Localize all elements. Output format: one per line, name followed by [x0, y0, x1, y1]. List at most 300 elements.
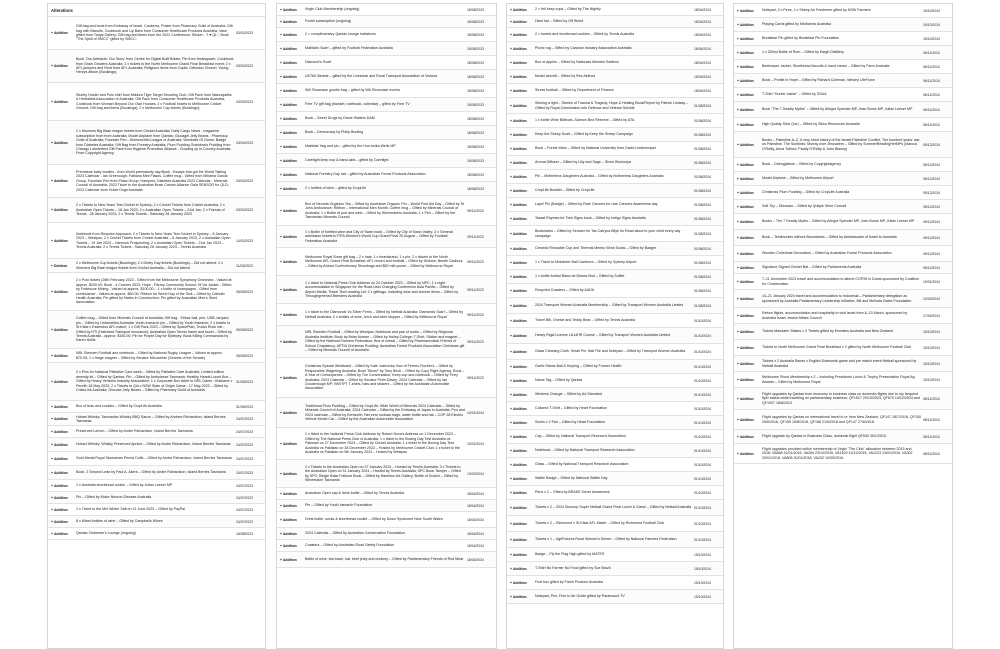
row-description: T-Shirt "Hunter Inside" – Gifted by SSAA	[762, 92, 827, 97]
expand-plus-icon[interactable]: +	[280, 158, 282, 163]
expand-plus-icon[interactable]: +	[51, 238, 53, 243]
expand-plus-icon[interactable]: +	[737, 190, 739, 195]
table-row[interactable]	[48, 401, 265, 413]
expand-plus-icon[interactable]: +	[737, 417, 739, 422]
expand-plus-icon[interactable]: +	[510, 349, 512, 354]
table-row[interactable]	[507, 70, 723, 84]
expand-plus-icon[interactable]: +	[510, 231, 512, 236]
expand-plus-icon[interactable]: +	[737, 204, 739, 209]
expand-plus-icon[interactable]: +	[510, 74, 512, 79]
table-row[interactable]	[734, 214, 952, 230]
table-row[interactable]	[48, 198, 265, 223]
row-type-label: Addition	[512, 318, 527, 323]
expand-plus-icon[interactable]: +	[510, 333, 512, 338]
table-row[interactable]	[507, 328, 723, 344]
expand-plus-icon[interactable]: +	[510, 580, 512, 585]
row-description: 2 x Womens Big Bash league tickets from Cricket Australia; Daily Cargo News - magazine subscription from from Australia; Model Airplane from Qantas; Glucagel Jelly Beans - Pharmacy Guild of Australia; Fountain Pen - Womenchild League of Australia; Wombats Of Gorse; Badge from Diabetes Australia; Gift Bag from Forestry Australia; Plum Pudding Grandma's Pudding from Chicago Lobsterfest Gift Pack from Hygiene Promotion Alliance - Growing up in Country Australia - From Copyright Agency;	[76, 129, 233, 156]
expand-plus-icon[interactable]: +	[510, 537, 512, 542]
expand-plus-icon[interactable]: +	[737, 296, 739, 301]
table-row[interactable]	[277, 398, 496, 428]
table-row[interactable]	[734, 158, 952, 172]
expand-plus-icon[interactable]: +	[510, 476, 512, 481]
table-row[interactable]	[277, 4, 496, 16]
table-row[interactable]	[277, 488, 496, 500]
table-row[interactable]	[48, 492, 265, 504]
table-row[interactable]	[507, 402, 723, 416]
table-row[interactable]	[734, 356, 952, 372]
table-row[interactable]	[48, 17, 265, 50]
table-row[interactable]	[507, 256, 723, 270]
table-row[interactable]	[734, 340, 952, 356]
table-row[interactable]	[48, 259, 265, 273]
expand-plus-icon[interactable]: +	[280, 503, 282, 508]
table-row[interactable]	[734, 324, 952, 340]
table-row[interactable]	[507, 56, 723, 70]
row-description: Travel Bib, Onesie and Teddy Bear – Gifted by Tennis Australia	[535, 318, 636, 323]
expand-plus-icon[interactable]: +	[280, 186, 282, 191]
table-row[interactable]	[507, 142, 723, 156]
expand-plus-icon[interactable]: +	[510, 318, 512, 323]
table-row[interactable]	[734, 88, 952, 102]
expand-plus-icon[interactable]: +	[510, 88, 512, 93]
table-row[interactable]	[507, 576, 723, 590]
expand-plus-icon[interactable]: +	[51, 531, 53, 536]
table-row[interactable]	[507, 128, 723, 142]
table-row[interactable]	[734, 230, 952, 246]
expand-plus-icon[interactable]: +	[510, 378, 512, 383]
expand-plus-icon[interactable]: +	[510, 260, 512, 265]
row-type-label: Addition	[282, 88, 297, 93]
table-row[interactable]	[48, 504, 265, 516]
table-row[interactable]	[507, 388, 723, 402]
row-type	[507, 477, 533, 481]
table-row[interactable]	[48, 223, 265, 259]
table-row[interactable]	[277, 182, 496, 196]
expand-plus-icon[interactable]: +	[510, 146, 512, 151]
row-description: Australian Open cap & drink bottle – Gifted by Tennis Australia	[305, 491, 405, 496]
table-row[interactable]	[734, 274, 952, 290]
table-row[interactable]	[507, 114, 723, 128]
row-date: 05/12/2024	[923, 219, 940, 224]
table-row[interactable]	[277, 16, 496, 28]
expand-plus-icon[interactable]: +	[510, 32, 512, 37]
expand-plus-icon[interactable]: +	[737, 235, 739, 240]
row-description: Heavy Rigid Licence 1A14HR Course – Gifted by Transport Women Australia Limited	[535, 333, 671, 338]
table-row[interactable]	[277, 112, 496, 126]
expand-plus-icon[interactable]: +	[510, 392, 512, 397]
table-row[interactable]	[48, 426, 265, 438]
expand-plus-icon[interactable]: +	[510, 216, 512, 221]
column-3	[506, 3, 724, 649]
table-row[interactable]	[507, 42, 723, 56]
table-row[interactable]	[277, 168, 496, 182]
expand-plus-icon[interactable]: +	[510, 594, 512, 599]
expand-plus-icon[interactable]: +	[737, 176, 739, 181]
expand-plus-icon[interactable]: +	[510, 188, 512, 193]
expand-plus-icon[interactable]: +	[737, 162, 739, 167]
row-description: Beekeeper Jacket, Shortbread biscuits & hand cream – Gifted by Farm Australia	[762, 64, 890, 69]
table-row[interactable]	[277, 70, 496, 84]
expand-plus-icon[interactable]: +	[51, 179, 53, 183]
row-type-label: Addition	[53, 417, 68, 421]
expand-plus-icon[interactable]: +	[510, 60, 512, 65]
row-type	[48, 208, 74, 212]
table-row[interactable]	[734, 4, 952, 18]
expand-plus-icon[interactable]: +	[510, 19, 512, 24]
expand-plus-icon[interactable]: +	[280, 7, 282, 12]
expand-plus-icon[interactable]: +	[51, 429, 53, 434]
row-description: Matilda's Scarf – gifted by Football Federation Australia	[305, 46, 393, 51]
table-row[interactable]	[277, 528, 496, 540]
expand-plus-icon[interactable]: +	[510, 566, 512, 571]
table-row[interactable]	[48, 480, 265, 492]
table-row[interactable]	[507, 548, 723, 562]
row-description: Glass – Gifted by National Transport Research Association	[535, 462, 629, 467]
table-row[interactable]	[48, 121, 265, 165]
expand-plus-icon[interactable]: +	[51, 263, 53, 268]
row-description: Picnic rug – Gifted by Caravan Industry Association Australia	[535, 46, 632, 51]
row-date: 24/07/2023	[236, 483, 253, 488]
expand-plus-icon[interactable]: +	[510, 448, 512, 453]
row-description: Shining a light – Stories of Trauma & Tragedy, Hope & Healing Book/Report by Patrick Lindsay – Gifted by Royal Commission into Defence and Veteran Suicide	[535, 101, 689, 110]
table-row[interactable]	[507, 84, 723, 98]
expand-plus-icon[interactable]: +	[737, 265, 739, 270]
table-row[interactable]	[507, 198, 723, 212]
expand-plus-icon[interactable]: +	[280, 339, 282, 344]
expand-plus-icon[interactable]: +	[510, 174, 512, 179]
row-type-label: Addition	[282, 172, 297, 177]
table-row[interactable]	[507, 562, 723, 576]
expand-plus-icon[interactable]: +	[737, 361, 739, 366]
table-row[interactable]	[507, 416, 723, 430]
table-row[interactable]	[48, 50, 265, 83]
expand-plus-icon[interactable]: +	[510, 118, 512, 123]
table-row[interactable]	[507, 284, 723, 298]
table-row[interactable]	[277, 512, 496, 528]
expand-plus-icon[interactable]: +	[737, 36, 739, 41]
expand-plus-icon[interactable]: +	[737, 92, 739, 97]
expand-plus-icon[interactable]: +	[280, 32, 282, 37]
expand-plus-icon[interactable]: +	[280, 172, 282, 177]
expand-plus-icon[interactable]: +	[280, 144, 282, 149]
expand-plus-icon[interactable]: +	[280, 208, 282, 213]
expand-plus-icon[interactable]: +	[510, 434, 512, 439]
table-row[interactable]	[277, 460, 496, 488]
table-row[interactable]	[507, 226, 723, 242]
expand-plus-icon[interactable]: +	[280, 441, 282, 446]
expand-plus-icon[interactable]: +	[280, 491, 282, 496]
expand-plus-icon[interactable]: +	[280, 116, 282, 121]
expand-plus-icon[interactable]: +	[737, 396, 739, 401]
expand-plus-icon[interactable]: +	[737, 313, 739, 318]
row-type	[507, 20, 533, 24]
expand-plus-icon[interactable]: +	[51, 140, 53, 145]
expand-plus-icon[interactable]: +	[737, 107, 739, 112]
row-description: Garlic Stress Ball & Keyring – Gifted by Former Health	[535, 364, 622, 369]
expand-plus-icon[interactable]: +	[51, 470, 53, 475]
expand-plus-icon[interactable]: +	[51, 208, 53, 212]
table-row[interactable]	[734, 290, 952, 308]
expand-plus-icon[interactable]: +	[510, 505, 512, 510]
table-row[interactable]	[507, 590, 723, 604]
expand-plus-icon[interactable]: +	[280, 74, 282, 79]
row-description: Matildas' flag and pin – gifted by the Hon Anika Wells MP	[305, 144, 396, 149]
table-row[interactable]	[48, 311, 265, 349]
table-row[interactable]	[734, 132, 952, 158]
row-description: Notebook – Gifted by National Transport Research Association	[535, 448, 635, 453]
table-row[interactable]	[48, 273, 265, 311]
table-row[interactable]	[734, 308, 952, 324]
table-row[interactable]	[734, 200, 952, 214]
table-row[interactable]	[734, 18, 952, 32]
table-row[interactable]	[507, 184, 723, 198]
expand-plus-icon[interactable]: +	[280, 312, 282, 317]
table-row[interactable]	[507, 270, 723, 284]
table-row[interactable]	[734, 32, 952, 46]
table-row[interactable]	[48, 349, 265, 363]
table-row[interactable]	[507, 170, 723, 184]
row-date: 08/11/2024	[923, 396, 940, 401]
table-row[interactable]	[277, 552, 496, 568]
table-row[interactable]	[277, 126, 496, 140]
expand-plus-icon[interactable]: +	[280, 88, 282, 93]
row-date: 09/11/2023	[467, 259, 484, 264]
expand-plus-icon[interactable]: +	[280, 471, 282, 476]
expand-plus-icon[interactable]: +	[510, 274, 512, 279]
expand-plus-icon[interactable]: +	[280, 130, 282, 135]
table-row[interactable]	[507, 344, 723, 360]
expand-plus-icon[interactable]: +	[510, 364, 512, 369]
table-row[interactable]	[48, 528, 265, 540]
table-row[interactable]	[277, 154, 496, 168]
row-type-label: Addition	[282, 234, 297, 239]
expand-plus-icon[interactable]: +	[280, 410, 282, 415]
expand-plus-icon[interactable]: +	[737, 451, 739, 456]
expand-plus-icon[interactable]: +	[510, 462, 512, 467]
expand-plus-icon[interactable]: +	[280, 60, 282, 65]
table-row[interactable]	[507, 4, 723, 16]
expand-plus-icon[interactable]: +	[51, 289, 53, 294]
row-type	[507, 261, 533, 265]
table-row[interactable]	[507, 98, 723, 114]
row-type-label: Addition	[53, 31, 68, 35]
table-row[interactable]	[277, 98, 496, 112]
row-type	[48, 443, 74, 447]
table-row[interactable]	[277, 500, 496, 512]
row-type	[277, 442, 303, 446]
expand-plus-icon[interactable]: +	[51, 404, 53, 409]
expand-plus-icon[interactable]: +	[510, 406, 512, 411]
table-row[interactable]	[277, 276, 496, 304]
row-description: Recycled Coasters – Gifted by AADA	[535, 288, 595, 293]
expand-plus-icon[interactable]: +	[280, 543, 282, 548]
expand-plus-icon[interactable]: +	[280, 234, 282, 239]
table-row[interactable]	[48, 438, 265, 452]
row-type-label: Addition	[512, 274, 527, 279]
expand-plus-icon[interactable]: +	[737, 78, 739, 83]
expand-plus-icon[interactable]: +	[737, 377, 739, 382]
expand-plus-icon[interactable]: +	[280, 102, 282, 107]
table-row[interactable]	[507, 500, 723, 516]
table-row[interactable]	[507, 458, 723, 472]
expand-plus-icon[interactable]: +	[510, 132, 512, 137]
table-row[interactable]	[734, 186, 952, 200]
table-row[interactable]	[277, 140, 496, 154]
expand-plus-icon[interactable]: +	[280, 287, 282, 292]
table-row[interactable]	[277, 428, 496, 460]
expand-plus-icon[interactable]: +	[280, 531, 282, 536]
row-date: 01/08/2024	[694, 288, 711, 293]
table-row[interactable]	[507, 430, 723, 444]
table-row[interactable]	[507, 298, 723, 314]
expand-plus-icon[interactable]: +	[737, 434, 739, 439]
table-row[interactable]	[277, 42, 496, 56]
row-type	[277, 260, 303, 264]
expand-plus-icon[interactable]: +	[51, 442, 53, 447]
table-row[interactable]	[277, 248, 496, 276]
expand-plus-icon[interactable]: +	[51, 456, 53, 461]
table-row[interactable]	[507, 532, 723, 548]
table-row[interactable]	[734, 46, 952, 60]
table-row[interactable]	[507, 212, 723, 226]
table-row[interactable]	[507, 360, 723, 374]
expand-plus-icon[interactable]: +	[280, 557, 282, 562]
expand-plus-icon[interactable]: +	[51, 99, 53, 104]
expand-plus-icon[interactable]: +	[737, 219, 739, 224]
table-row[interactable]	[734, 172, 952, 186]
table-row[interactable]	[734, 372, 952, 388]
table-row[interactable]	[277, 326, 496, 358]
expand-plus-icon[interactable]: +	[51, 64, 53, 68]
table-row[interactable]	[277, 84, 496, 98]
row-type	[734, 378, 760, 382]
table-row[interactable]	[734, 60, 952, 74]
expand-plus-icon[interactable]: +	[510, 160, 512, 165]
table-row[interactable]	[507, 486, 723, 500]
expand-plus-icon[interactable]: +	[737, 50, 739, 55]
expand-plus-icon[interactable]: +	[737, 22, 739, 27]
table-row[interactable]	[734, 262, 952, 274]
table-row[interactable]	[277, 304, 496, 326]
row-type	[48, 380, 74, 384]
table-row[interactable]	[48, 466, 265, 480]
expand-plus-icon[interactable]: +	[280, 259, 282, 264]
expand-plus-icon[interactable]: +	[737, 329, 739, 334]
row-description: Wattle Badge – Gifted by National Wattle Day	[535, 476, 608, 481]
table-row[interactable]	[734, 118, 952, 132]
table-row[interactable]	[507, 444, 723, 458]
row-description: Wireless Charger – Gifted by Ad Standard	[535, 392, 602, 397]
table-row[interactable]	[48, 516, 265, 528]
expand-plus-icon[interactable]: +	[737, 142, 739, 147]
expand-plus-icon[interactable]: +	[510, 303, 512, 308]
expand-plus-icon[interactable]: +	[510, 7, 512, 12]
table-row[interactable]	[507, 28, 723, 42]
expand-plus-icon[interactable]: +	[280, 375, 282, 380]
table-row[interactable]	[48, 363, 265, 401]
row-date: 18/08/2023	[467, 130, 484, 135]
table-row[interactable]	[48, 413, 265, 426]
row-description: Tickets x 2 – Richmond v St Kilda AFL Match – Gifted by Richmond Football Club	[535, 521, 665, 526]
table-row[interactable]	[507, 314, 723, 328]
table-row[interactable]	[734, 410, 952, 430]
expand-plus-icon[interactable]: +	[510, 420, 512, 425]
expand-plus-icon[interactable]: +	[510, 202, 512, 207]
expand-plus-icon[interactable]: +	[737, 251, 739, 256]
expand-plus-icon[interactable]: +	[51, 417, 53, 421]
table-row[interactable]	[734, 444, 952, 464]
expand-plus-icon[interactable]: +	[737, 345, 739, 350]
row-description: Gift bag and book from Embassy of Israel, Canberra, Poster from Pharmacy Guild of Australia; Gift bag with Biscuits, Cookbook and Lip Balm from Consumer Healthcare Products Australia; Vase gifted from Tanya Gallery; Gift bag and items from the 2022 Conference; Sticker - "I ♥ QL"; Book "The Spirit of SMCC" gifted by SMCC;	[76, 24, 233, 42]
table-row[interactable]	[507, 472, 723, 486]
row-date: 01/08/2024	[694, 174, 711, 179]
table-row[interactable]	[277, 56, 496, 70]
expand-plus-icon[interactable]: +	[737, 122, 739, 127]
row-type-label: Addition	[512, 202, 527, 207]
expand-plus-icon[interactable]: +	[51, 507, 53, 512]
expand-plus-icon[interactable]: +	[51, 31, 53, 35]
table-row[interactable]	[734, 74, 952, 88]
row-type-label: Addition	[512, 406, 527, 411]
table-row[interactable]	[48, 83, 265, 121]
table-row[interactable]	[277, 196, 496, 226]
row-description: Drink bottle, socks & shortbread cookie – Gifted by Down Syndrome New South Wales	[305, 517, 443, 522]
row-type	[734, 314, 760, 318]
table-row[interactable]	[734, 388, 952, 410]
expand-plus-icon[interactable]: +	[51, 519, 53, 524]
expand-plus-icon[interactable]: +	[280, 46, 282, 51]
table-row[interactable]	[507, 374, 723, 388]
table-row[interactable]	[507, 242, 723, 256]
table-row[interactable]	[48, 452, 265, 466]
row-date: 12/02/2024	[923, 296, 940, 301]
expand-plus-icon[interactable]: +	[280, 19, 282, 24]
expand-plus-icon[interactable]: +	[510, 288, 512, 293]
table-row[interactable]	[507, 156, 723, 170]
table-row[interactable]	[507, 516, 723, 532]
expand-plus-icon[interactable]: +	[737, 279, 739, 284]
expand-plus-icon[interactable]: +	[280, 517, 282, 522]
expand-plus-icon[interactable]: +	[51, 495, 53, 500]
table-row[interactable]	[277, 226, 496, 248]
row-type-label: Addition	[282, 208, 297, 213]
row-type	[277, 61, 303, 65]
table-row[interactable]	[734, 430, 952, 444]
expand-plus-icon[interactable]: +	[510, 103, 512, 108]
table-row[interactable]	[277, 540, 496, 552]
expand-plus-icon[interactable]: +	[51, 379, 53, 384]
expand-plus-icon[interactable]: +	[51, 327, 53, 332]
expand-plus-icon[interactable]: +	[51, 483, 53, 488]
row-type	[507, 33, 533, 37]
table-row[interactable]	[734, 246, 952, 262]
expand-plus-icon[interactable]: +	[510, 246, 512, 251]
table-row[interactable]	[48, 165, 265, 198]
expand-plus-icon[interactable]: +	[737, 8, 739, 13]
table-row[interactable]	[277, 28, 496, 42]
expand-plus-icon[interactable]: +	[510, 521, 512, 526]
expand-plus-icon[interactable]: +	[51, 353, 53, 358]
expand-plus-icon[interactable]: +	[510, 46, 512, 51]
expand-plus-icon[interactable]: +	[510, 552, 512, 557]
expand-plus-icon[interactable]: +	[510, 490, 512, 495]
row-date: 01/08/2024	[694, 231, 711, 236]
table-row[interactable]	[734, 102, 952, 118]
row-type-label: Addition	[282, 441, 297, 446]
table-row[interactable]	[277, 358, 496, 398]
table-row[interactable]	[507, 16, 723, 28]
expand-plus-icon[interactable]: +	[737, 64, 739, 69]
